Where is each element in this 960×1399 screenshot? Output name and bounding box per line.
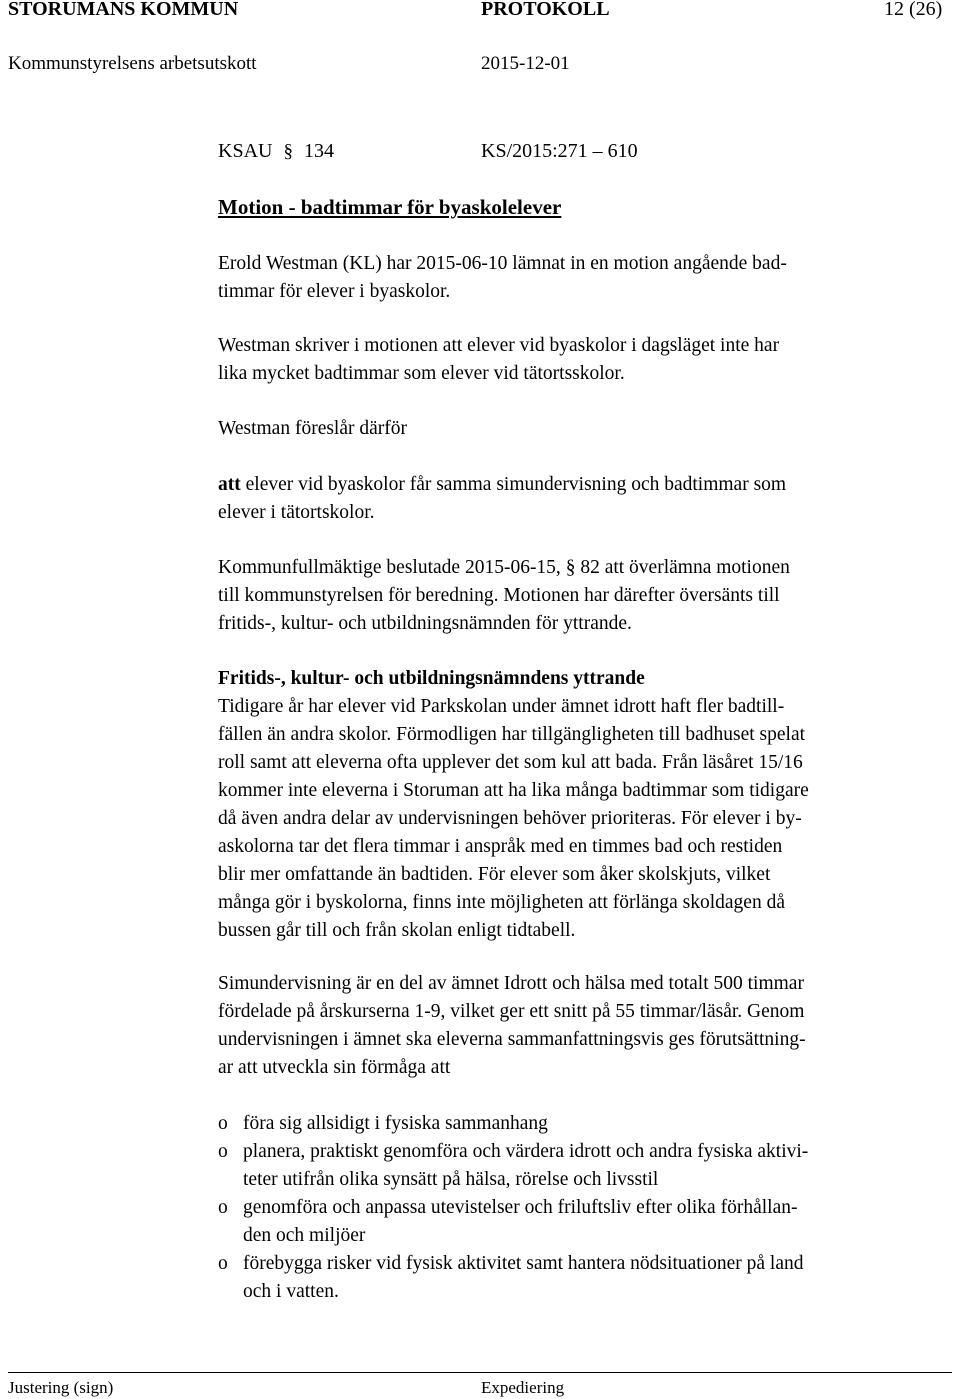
footer-divider xyxy=(8,1372,952,1373)
paragraph-6 xyxy=(218,665,942,945)
page-number: 12 (26) xyxy=(884,0,943,20)
section-sign: § xyxy=(283,141,293,162)
document-type: PROTOKOLL xyxy=(481,0,610,20)
case-number: 134 xyxy=(303,140,334,162)
text-line: då även andra delar av undervisningen behöver prioriteras. För elever i by- xyxy=(218,808,802,829)
text-line: fördelade på årskurserna 1-9, vilket ger ett snitt på 55 timmar/läsår. Genom xyxy=(218,1001,805,1022)
text-line: kommer inte eleverna i Storuman att ha lika många badtimmar som tidigare xyxy=(218,780,809,801)
list-item xyxy=(218,1138,948,1194)
footer-justering: Justering (sign) xyxy=(8,1378,114,1397)
text-line: planera, praktiskt genomföra och värdera idrott och andra fysiska aktivi- xyxy=(243,1141,809,1162)
committee-name: Kommunstyrelsens arbetsutskott xyxy=(8,53,257,74)
bullet-marker: o xyxy=(218,1113,228,1134)
paragraph-1 xyxy=(218,250,942,306)
bullet-marker: o xyxy=(218,1253,228,1274)
paragraph-3 xyxy=(218,415,942,443)
att-keyword: att xyxy=(218,474,241,495)
text-line: förebygga risker vid fysisk aktivitet samt hantera nödsituationer på land xyxy=(243,1253,804,1274)
text-line: bussen går till och från skolan enligt tidtabell. xyxy=(218,920,576,941)
text-line: den och miljöer xyxy=(243,1225,366,1246)
bullet-marker: o xyxy=(218,1141,228,1162)
list-item xyxy=(218,1250,948,1306)
case-ref-label: KSAU xyxy=(218,140,273,162)
text-line: Simundervisning är en del av ämnet Idrott och hälsa med totalt 500 timmar xyxy=(218,973,804,994)
text-line: Erold Westman (KL) har 2015-06-10 lämnat in en motion angående bad- xyxy=(218,253,787,274)
goal-list xyxy=(218,1110,948,1306)
diarie-number: KS/2015:271 – 610 xyxy=(481,140,638,162)
text-span: 82 att överlämna motionen xyxy=(575,557,790,578)
text-line: elever i tätortskolor. xyxy=(218,502,375,523)
list-item xyxy=(218,1110,948,1138)
text-line: lika mycket badtimmar som elever vid tätortsskolor. xyxy=(218,363,625,384)
text-span: Kommunfullmäktige beslutade 2015-06-15, xyxy=(218,557,566,578)
text-line: blir mer omfattande än badtiden. För elever som åker skolskjuts, vilket xyxy=(218,864,771,885)
text-line: undervisningen i ämnet ska eleverna sammanfattningsvis ges förutsättning- xyxy=(218,1029,806,1050)
text-line: teter utifrån olika synsätt på hälsa, rörelse och livsstil xyxy=(243,1169,659,1190)
text-line xyxy=(218,554,942,582)
case-title: Motion - badtimmar för byaskolelever xyxy=(218,195,562,219)
text-line: Westman föreslår därför xyxy=(218,418,408,439)
meeting-date: 2015-12-01 xyxy=(481,53,570,74)
section-sign: § xyxy=(565,557,576,578)
text-line xyxy=(218,471,942,499)
case-reference xyxy=(218,140,334,163)
list-item xyxy=(218,1194,948,1250)
paragraph-7 xyxy=(218,970,942,1082)
paragraph-5 xyxy=(218,554,942,638)
text-line: roll samt att eleverna ofta upplever det som kul att bada. Från läsåret 15/16 xyxy=(218,752,803,773)
text-span: elever vid byaskolor får samma simundervisning och badtimmar som xyxy=(240,474,787,495)
section-heading: Fritids-, kultur- och utbildningsnämndens yttrande xyxy=(218,668,645,689)
text-line: genomföra och anpassa utevistelser och friluftsliv efter olika förhållan- xyxy=(243,1197,798,1218)
org-name: STORUMANS KOMMUN xyxy=(8,0,239,20)
text-line: timmar för elever i byaskolor. xyxy=(218,281,451,302)
text-line: askolorna tar det flera timmar i anspråk med en timmes bad och restiden xyxy=(218,836,783,857)
bullet-marker: o xyxy=(218,1197,228,1218)
paragraph-2 xyxy=(218,332,942,388)
text-line: Westman skriver i motionen att elever vid byaskolor i dagsläget inte har xyxy=(218,335,780,356)
text-line: ar att utveckla sin förmåga att xyxy=(218,1057,451,1078)
text-line: fritids-, kultur- och utbildningsnämnden för yttrande. xyxy=(218,613,632,634)
text-line: många gör i byskolorna, finns inte möjligheten att förlänga skoldagen då xyxy=(218,892,785,913)
text-line: och i vatten. xyxy=(243,1281,339,1302)
footer-expediering: Expediering xyxy=(481,1378,565,1397)
text-line: fällen än andra skolor. Förmodligen har tillgängligheten till badhuset spelat xyxy=(218,724,806,745)
text-line: till kommunstyrelsen för beredning. Motionen har därefter översänts till xyxy=(218,585,780,606)
text-line: Tidigare år har elever vid Parkskolan under ämnet idrott haft fler badtill- xyxy=(218,696,785,717)
paragraph-4 xyxy=(218,471,942,527)
text-line: föra sig allsidigt i fysiska sammanhang xyxy=(243,1113,548,1134)
